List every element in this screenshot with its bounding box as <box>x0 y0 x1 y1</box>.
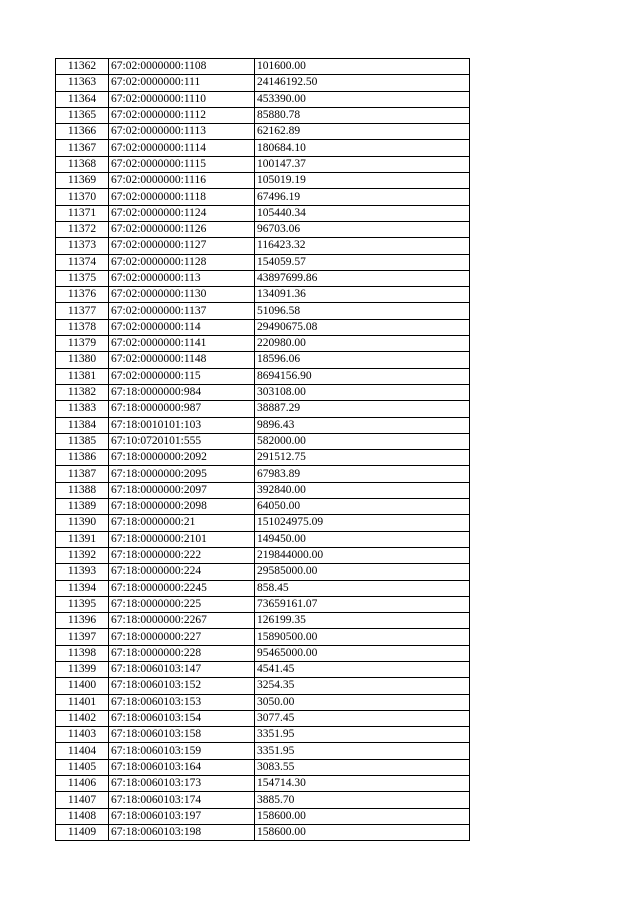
table-row <box>56 91 470 107</box>
cadastral-number-cell: 67:02:0000000:1112 <box>109 107 255 123</box>
row-number-cell: 11406 <box>56 776 109 792</box>
cadastral-number-cell: 67:18:0000000:2267 <box>109 613 255 629</box>
row-number-cell: 11408 <box>56 808 109 824</box>
data-table <box>55 58 470 841</box>
row-number-cell: 11393 <box>56 564 109 580</box>
value-cell: 29585000.00 <box>255 564 470 580</box>
row-number-cell: 11399 <box>56 661 109 677</box>
value-cell: 29490675.08 <box>255 319 470 335</box>
row-number-cell: 11364 <box>56 91 109 107</box>
table-row <box>56 368 470 384</box>
cadastral-number-cell: 67:02:0000000:1118 <box>109 189 255 205</box>
cadastral-number-cell: 67:18:0010101:103 <box>109 417 255 433</box>
cadastral-number-cell: 67:18:0000000:224 <box>109 564 255 580</box>
row-number-cell: 11396 <box>56 613 109 629</box>
cadastral-number-cell: 67:18:0000000:2095 <box>109 466 255 482</box>
value-cell: 105019.19 <box>255 173 470 189</box>
cadastral-number-cell: 67:02:0000000:1110 <box>109 91 255 107</box>
table-row <box>56 303 470 319</box>
cadastral-number-cell: 67:18:0060103:173 <box>109 776 255 792</box>
value-cell: 105440.34 <box>255 205 470 221</box>
value-cell: 67496.19 <box>255 189 470 205</box>
cadastral-number-cell: 67:18:0000000:228 <box>109 645 255 661</box>
table-row <box>56 808 470 824</box>
table-row <box>56 75 470 91</box>
value-cell: 134091.36 <box>255 287 470 303</box>
cadastral-number-cell: 67:02:0000000:115 <box>109 368 255 384</box>
table-row <box>56 352 470 368</box>
row-number-cell: 11387 <box>56 466 109 482</box>
cadastral-number-cell: 67:18:0000000:2098 <box>109 499 255 515</box>
cadastral-number-cell: 67:02:0000000:1115 <box>109 156 255 172</box>
table-row <box>56 205 470 221</box>
cadastral-number-cell: 67:02:0000000:111 <box>109 75 255 91</box>
cadastral-number-cell: 67:02:0000000:1148 <box>109 352 255 368</box>
row-number-cell: 11409 <box>56 824 109 840</box>
row-number-cell: 11372 <box>56 221 109 237</box>
cadastral-number-cell: 67:02:0000000:114 <box>109 319 255 335</box>
value-cell: 38887.29 <box>255 401 470 417</box>
table-row <box>56 629 470 645</box>
table-row <box>56 450 470 466</box>
value-cell: 100147.37 <box>255 156 470 172</box>
row-number-cell: 11373 <box>56 238 109 254</box>
table-row <box>56 792 470 808</box>
row-number-cell: 11386 <box>56 450 109 466</box>
value-cell: 3083.55 <box>255 759 470 775</box>
value-cell: 154059.57 <box>255 254 470 270</box>
table-row <box>56 401 470 417</box>
table-row <box>56 531 470 547</box>
value-cell: 9896.43 <box>255 417 470 433</box>
cadastral-number-cell: 67:18:0000000:21 <box>109 515 255 531</box>
value-cell: 64050.00 <box>255 499 470 515</box>
value-cell: 126199.35 <box>255 613 470 629</box>
value-cell: 219844000.00 <box>255 547 470 563</box>
cadastral-number-cell: 67:18:0000000:227 <box>109 629 255 645</box>
value-cell: 180684.10 <box>255 140 470 156</box>
table-row <box>56 515 470 531</box>
value-cell: 3050.00 <box>255 694 470 710</box>
table-row <box>56 710 470 726</box>
row-number-cell: 11394 <box>56 580 109 596</box>
value-cell: 291512.75 <box>255 450 470 466</box>
row-number-cell: 11403 <box>56 727 109 743</box>
value-cell: 67983.89 <box>255 466 470 482</box>
row-number-cell: 11371 <box>56 205 109 221</box>
row-number-cell: 11380 <box>56 352 109 368</box>
value-cell: 116423.32 <box>255 238 470 254</box>
value-cell: 96703.06 <box>255 221 470 237</box>
cadastral-number-cell: 67:18:0060103:147 <box>109 661 255 677</box>
cadastral-number-cell: 67:02:0000000:1113 <box>109 124 255 140</box>
table-row <box>56 433 470 449</box>
table-row <box>56 173 470 189</box>
value-cell: 158600.00 <box>255 824 470 840</box>
row-number-cell: 11397 <box>56 629 109 645</box>
value-cell: 3254.35 <box>255 678 470 694</box>
cadastral-number-cell: 67:02:0000000:113 <box>109 270 255 286</box>
cadastral-number-cell: 67:18:0000000:2097 <box>109 482 255 498</box>
table-row <box>56 776 470 792</box>
table-row <box>56 270 470 286</box>
table-row <box>56 499 470 515</box>
row-number-cell: 11389 <box>56 499 109 515</box>
cadastral-number-cell: 67:18:0060103:197 <box>109 808 255 824</box>
row-number-cell: 11362 <box>56 59 109 75</box>
row-number-cell: 11381 <box>56 368 109 384</box>
row-number-cell: 11383 <box>56 401 109 417</box>
row-number-cell: 11407 <box>56 792 109 808</box>
value-cell: 3885.70 <box>255 792 470 808</box>
row-number-cell: 11385 <box>56 433 109 449</box>
row-number-cell: 11377 <box>56 303 109 319</box>
row-number-cell: 11379 <box>56 336 109 352</box>
value-cell: 24146192.50 <box>255 75 470 91</box>
value-cell: 149450.00 <box>255 531 470 547</box>
row-number-cell: 11390 <box>56 515 109 531</box>
value-cell: 62162.89 <box>255 124 470 140</box>
cadastral-number-cell: 67:18:0060103:198 <box>109 824 255 840</box>
cadastral-number-cell: 67:18:0060103:174 <box>109 792 255 808</box>
table-row <box>56 613 470 629</box>
table-row <box>56 645 470 661</box>
row-number-cell: 11398 <box>56 645 109 661</box>
table-row <box>56 124 470 140</box>
row-number-cell: 11370 <box>56 189 109 205</box>
table-row <box>56 466 470 482</box>
value-cell: 151024975.09 <box>255 515 470 531</box>
value-cell: 73659161.07 <box>255 596 470 612</box>
cadastral-number-cell: 67:18:0000000:225 <box>109 596 255 612</box>
cadastral-number-cell: 67:02:0000000:1124 <box>109 205 255 221</box>
cadastral-number-cell: 67:18:0060103:152 <box>109 678 255 694</box>
table-row <box>56 156 470 172</box>
row-number-cell: 11375 <box>56 270 109 286</box>
cadastral-number-cell: 67:18:0000000:987 <box>109 401 255 417</box>
table-row <box>56 824 470 840</box>
value-cell: 3077.45 <box>255 710 470 726</box>
value-cell: 15890500.00 <box>255 629 470 645</box>
table-row <box>56 547 470 563</box>
row-number-cell: 11363 <box>56 75 109 91</box>
row-number-cell: 11382 <box>56 384 109 400</box>
row-number-cell: 11384 <box>56 417 109 433</box>
row-number-cell: 11404 <box>56 743 109 759</box>
cadastral-number-cell: 67:18:0000000:984 <box>109 384 255 400</box>
table-row <box>56 743 470 759</box>
cadastral-number-cell: 67:18:0000000:2092 <box>109 450 255 466</box>
table-row <box>56 661 470 677</box>
table-row <box>56 580 470 596</box>
table-row <box>56 384 470 400</box>
row-number-cell: 11395 <box>56 596 109 612</box>
row-number-cell: 11366 <box>56 124 109 140</box>
cadastral-number-cell: 67:02:0000000:1137 <box>109 303 255 319</box>
row-number-cell: 11369 <box>56 173 109 189</box>
value-cell: 18596.06 <box>255 352 470 368</box>
table-row <box>56 727 470 743</box>
value-cell: 51096.58 <box>255 303 470 319</box>
table-row <box>56 694 470 710</box>
value-cell: 8694156.90 <box>255 368 470 384</box>
cadastral-number-cell: 67:10:0720101:555 <box>109 433 255 449</box>
value-cell: 858.45 <box>255 580 470 596</box>
table-row <box>56 59 470 75</box>
value-cell: 85880.78 <box>255 107 470 123</box>
value-cell: 3351.95 <box>255 727 470 743</box>
value-cell: 3351.95 <box>255 743 470 759</box>
value-cell: 154714.30 <box>255 776 470 792</box>
row-number-cell: 11401 <box>56 694 109 710</box>
table-row <box>56 596 470 612</box>
cadastral-number-cell: 67:02:0000000:1116 <box>109 173 255 189</box>
table-row <box>56 417 470 433</box>
table-row <box>56 336 470 352</box>
cadastral-number-cell: 67:18:0060103:154 <box>109 710 255 726</box>
value-cell: 95465000.00 <box>255 645 470 661</box>
row-number-cell: 11368 <box>56 156 109 172</box>
value-cell: 582000.00 <box>255 433 470 449</box>
table-row <box>56 238 470 254</box>
value-cell: 392840.00 <box>255 482 470 498</box>
row-number-cell: 11365 <box>56 107 109 123</box>
cadastral-number-cell: 67:18:0060103:159 <box>109 743 255 759</box>
cadastral-number-cell: 67:18:0000000:2245 <box>109 580 255 596</box>
table-row <box>56 759 470 775</box>
value-cell: 43897699.86 <box>255 270 470 286</box>
value-cell: 158600.00 <box>255 808 470 824</box>
row-number-cell: 11392 <box>56 547 109 563</box>
row-number-cell: 11405 <box>56 759 109 775</box>
row-number-cell: 11391 <box>56 531 109 547</box>
value-cell: 303108.00 <box>255 384 470 400</box>
table-row <box>56 189 470 205</box>
value-cell: 453390.00 <box>255 91 470 107</box>
value-cell: 101600.00 <box>255 59 470 75</box>
table-row <box>56 564 470 580</box>
row-number-cell: 11400 <box>56 678 109 694</box>
row-number-cell: 11374 <box>56 254 109 270</box>
table-row <box>56 678 470 694</box>
row-number-cell: 11367 <box>56 140 109 156</box>
value-cell: 220980.00 <box>255 336 470 352</box>
cadastral-number-cell: 67:18:0060103:158 <box>109 727 255 743</box>
cadastral-number-cell: 67:18:0060103:164 <box>109 759 255 775</box>
table-row <box>56 221 470 237</box>
cadastral-number-cell: 67:02:0000000:1128 <box>109 254 255 270</box>
row-number-cell: 11378 <box>56 319 109 335</box>
row-number-cell: 11376 <box>56 287 109 303</box>
cadastral-number-cell: 67:18:0000000:222 <box>109 547 255 563</box>
table-row <box>56 287 470 303</box>
row-number-cell: 11402 <box>56 710 109 726</box>
table-row <box>56 107 470 123</box>
cadastral-number-cell: 67:02:0000000:1108 <box>109 59 255 75</box>
cadastral-number-cell: 67:18:0000000:2101 <box>109 531 255 547</box>
table-row <box>56 319 470 335</box>
cadastral-number-cell: 67:18:0060103:153 <box>109 694 255 710</box>
table-row <box>56 254 470 270</box>
table-row <box>56 482 470 498</box>
cadastral-number-cell: 67:02:0000000:1127 <box>109 238 255 254</box>
cadastral-number-cell: 67:02:0000000:1130 <box>109 287 255 303</box>
row-number-cell: 11388 <box>56 482 109 498</box>
cadastral-number-cell: 67:02:0000000:1141 <box>109 336 255 352</box>
cadastral-number-cell: 67:02:0000000:1126 <box>109 221 255 237</box>
table-body <box>56 59 470 841</box>
table-row <box>56 140 470 156</box>
value-cell: 4541.45 <box>255 661 470 677</box>
cadastral-number-cell: 67:02:0000000:1114 <box>109 140 255 156</box>
